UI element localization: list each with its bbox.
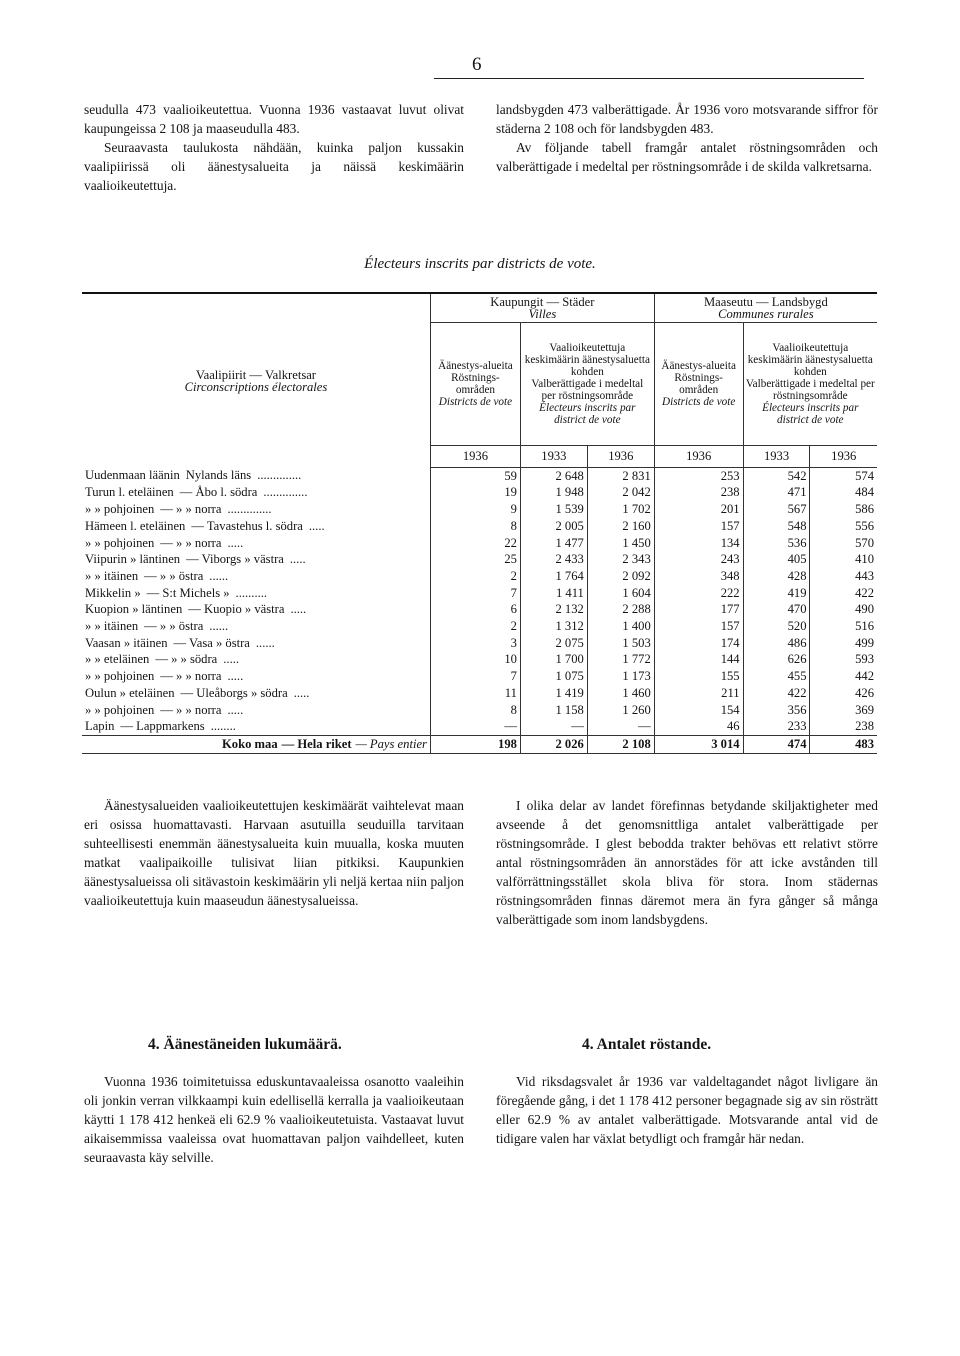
value-cell: 499 — [855, 635, 874, 650]
value-cell: 7 — [430, 668, 520, 685]
value-cell: 567 — [743, 501, 810, 518]
value-cell: 238 — [654, 484, 743, 501]
district-header-fi: Vaalipiirit — Valkretsar — [195, 367, 316, 382]
value-cell: 516 — [855, 619, 874, 634]
total-value-cell: 2 108 — [587, 735, 654, 753]
value-cell: 2 075 — [520, 635, 587, 652]
value-cell: 8 — [430, 702, 520, 719]
value-cell: 1 539 — [520, 501, 587, 518]
value-cell: 486 — [743, 635, 810, 652]
value-cell: 7 — [430, 585, 520, 602]
district-cell — [82, 668, 430, 685]
value-cell: 6 — [430, 601, 520, 618]
district-name-sv: — » » östra — [144, 568, 204, 583]
value-cell: 542 — [743, 467, 810, 484]
district-name-sv: Nylands läns — [185, 468, 252, 483]
leader-dots: ..... — [289, 552, 306, 567]
district-name-fi: » » pohjoinen — [85, 702, 155, 717]
value-cell: 1 075 — [520, 668, 587, 685]
total-label-sv: — Hela riket — [281, 736, 352, 751]
value-cell: 455 — [743, 668, 810, 685]
district-name-sv: — » » norra — [160, 535, 222, 550]
table-row — [82, 618, 877, 635]
district-cell — [82, 467, 430, 484]
total-row — [82, 735, 877, 753]
city-areas-fr: Districts de vote — [438, 396, 513, 408]
value-cell: 626 — [743, 651, 810, 668]
value-cell: 11 — [430, 685, 520, 702]
district-name-sv: — Åbo l. södra — [179, 485, 258, 500]
value-cell: 2 288 — [587, 601, 654, 618]
rural-areas-fi: Äänestys-alueita — [661, 360, 736, 372]
section-heading-sv: 4. Antalet röstande. — [582, 1036, 712, 1053]
rural-areas-sv: Röstnings-områden — [674, 372, 723, 396]
value-cell: 222 — [654, 585, 743, 602]
value-cell: 490 — [855, 602, 874, 617]
city-avg-fi: Vaalioikeutettuja keskimäärin äänestysaluetta kohden — [524, 342, 650, 378]
value-cell: 144 — [654, 651, 743, 668]
value-cell: 177 — [654, 601, 743, 618]
value-cell: 2 343 — [587, 551, 654, 568]
table-row — [82, 668, 877, 685]
value-cell: 1 604 — [587, 585, 654, 602]
district-name-fi: Lapin — [85, 719, 115, 734]
value-cell: — — [587, 718, 654, 735]
value-cell: 471 — [743, 484, 810, 501]
district-name-fi: » » itäinen — [85, 568, 139, 583]
value-cell: 1 450 — [587, 535, 654, 552]
value-cell: 556 — [855, 518, 874, 533]
district-cell — [82, 535, 430, 552]
district-cell — [82, 618, 430, 635]
right-bottom-text — [496, 1072, 878, 1148]
value-cell: 134 — [654, 535, 743, 552]
rural-avg-fr: Électeurs inscrits par district de vote — [762, 402, 859, 426]
leader-dots: .............. — [263, 485, 308, 500]
value-cell: 157 — [654, 518, 743, 535]
total-value-cell: 474 — [743, 735, 810, 753]
value-cell: 2 831 — [587, 467, 654, 484]
value-cell: 211 — [654, 685, 743, 702]
right-bottom-para: Vid riksdagsvalet år 1936 var valdeltagandet något livligare än föregående gång, i det 1 178 412 personer begagnade sig av sin rösträtt eller 62.9 % av antalet valberättigade. Motsvarande antal vid de tidigare valen har växlat betydligt och framgår här nedan. — [496, 1074, 878, 1146]
right-top-para-1: landsbygden 473 valberättigade. År 1936 voro motsvarande siffror för städerna 2 108 och för landsbygden 483. — [496, 102, 878, 136]
table-caption: Électeurs inscrits par districts de vote. — [364, 256, 596, 272]
value-cell: 348 — [654, 568, 743, 585]
city-avg-fr: Électeurs inscrits par district de vote — [539, 402, 636, 426]
city-areas-header — [430, 323, 520, 446]
page-number: 6 — [472, 54, 482, 75]
value-cell: 10 — [430, 651, 520, 668]
value-cell: 574 — [855, 468, 874, 483]
district-name-fi: Mikkelin » — [85, 585, 141, 600]
leader-dots: ..... — [290, 602, 307, 617]
value-cell: 422 — [743, 685, 810, 702]
district-name-sv: — » » norra — [160, 702, 222, 717]
district-name-fi: Vaasan » itäinen — [85, 635, 168, 650]
year-header: 1936 — [810, 446, 877, 468]
district-name-sv: — Lappmarkens — [120, 719, 205, 734]
year-header: 1933 — [520, 446, 587, 468]
right-mid-para: I olika delar av landet förefinnas betydande skiljaktigheter med avseende å det genomsnittliga antalet valberättigade per röstningsområde. I glest bebodda trakter behövas ett relativt större antal röstningsområden än annorstädes för att icke avstånden till valförrättningsstället skola bliva för stora. Inom städernas röstningsområden finnas däremot mera än fyra gånger så många valberättigade som inom landsbygdens. — [496, 798, 878, 927]
value-cell: 1 312 — [520, 618, 587, 635]
value-cell: 1 158 — [520, 702, 587, 719]
rural-group-fr: Communes rurales — [718, 307, 814, 321]
district-name-sv: — » » norra — [160, 669, 222, 684]
value-cell: 428 — [743, 568, 810, 585]
value-cell: 1 503 — [587, 635, 654, 652]
year-header: 1936 — [587, 446, 654, 468]
district-name-sv: — Kuopio » västra — [188, 602, 285, 617]
district-name-fi: » » pohjoinen — [85, 535, 155, 550]
value-cell: 1 477 — [520, 535, 587, 552]
value-cell: 2 005 — [520, 518, 587, 535]
value-cell: 426 — [855, 685, 874, 700]
table-row — [82, 518, 877, 535]
value-cell: 201 — [654, 501, 743, 518]
rural-areas-header — [654, 323, 743, 446]
value-cell: 2 132 — [520, 601, 587, 618]
district-header — [82, 293, 430, 467]
leader-dots: .............. — [227, 502, 272, 517]
value-cell: 155 — [654, 668, 743, 685]
value-cell: 174 — [654, 635, 743, 652]
right-top-para-2: Av följande tabell framgår antalet röstningsområden och valberättigade i medeltal per röstningsområde i de skilda valkretsarna. — [496, 140, 878, 174]
district-cell — [82, 702, 430, 719]
leader-dots: ..... — [223, 652, 240, 667]
table-row — [82, 568, 877, 585]
value-cell: 46 — [654, 718, 743, 735]
value-cell: 593 — [855, 652, 874, 667]
district-name-fi: Hämeen l. eteläinen — [85, 518, 186, 533]
value-cell: 369 — [855, 702, 874, 717]
year-header: 1933 — [743, 446, 810, 468]
value-cell: 243 — [654, 551, 743, 568]
table-row — [82, 651, 877, 668]
value-cell: 443 — [855, 568, 874, 583]
district-cell — [82, 484, 430, 501]
value-cell: 1 260 — [587, 702, 654, 719]
district-cell — [82, 601, 430, 618]
table-row — [82, 635, 877, 652]
value-cell: 2 433 — [520, 551, 587, 568]
leader-dots: ...... — [209, 619, 229, 634]
rural-avg-header — [743, 323, 877, 446]
district-cell — [82, 651, 430, 668]
city-group-fi: Kaupungit — Städer — [490, 295, 595, 309]
value-cell: 2 — [430, 618, 520, 635]
total-value-cell: 483 — [810, 735, 877, 753]
section-heading-fi: 4. Äänestäneiden lukumäärä. — [148, 1036, 342, 1053]
value-cell: 1 948 — [520, 484, 587, 501]
year-header: 1936 — [654, 446, 743, 468]
value-cell: 2 160 — [587, 518, 654, 535]
value-cell: 548 — [743, 518, 810, 535]
district-header-fr: Circonscriptions électorales — [184, 379, 328, 394]
value-cell: 586 — [855, 502, 874, 517]
district-name-sv: — » » östra — [144, 619, 204, 634]
district-name-fi: » » eteläinen — [85, 652, 150, 667]
value-cell: 25 — [430, 551, 520, 568]
value-cell: 1 400 — [587, 618, 654, 635]
rural-group-fi: Maaseutu — Landsbygd — [703, 295, 828, 309]
year-header: 1936 — [430, 446, 520, 468]
rural-avg-fi: Vaalioikeutettuja keskimäärin äänestysaluetta kohden — [747, 342, 873, 378]
left-bottom-text — [84, 1072, 464, 1167]
rural-group-header — [654, 293, 877, 323]
district-name-sv: — Tavastehus l. södra — [191, 518, 303, 533]
total-label-fr: — Pays entier — [355, 736, 427, 751]
district-cell — [82, 568, 430, 585]
right-mid-text — [496, 796, 878, 929]
value-cell: 1 419 — [520, 685, 587, 702]
city-areas-sv: Röstnings-områden — [451, 372, 500, 396]
leader-dots: ..... — [293, 685, 310, 700]
value-cell: 19 — [430, 484, 520, 501]
district-name-sv: — S:t Michels » — [146, 585, 230, 600]
left-top-para-1: seudulla 473 vaalioikeutettua. Vuonna 1936 vastaavat luvut olivat kaupungeissa 2 108 ja maaseudulla 483. — [84, 102, 464, 136]
value-cell: 570 — [855, 535, 874, 550]
table-row — [82, 501, 877, 518]
district-name-sv: — » » norra — [160, 502, 222, 517]
leader-dots: ...... — [209, 568, 229, 583]
value-cell: — — [430, 718, 520, 735]
value-cell: 154 — [654, 702, 743, 719]
value-cell: 9 — [430, 501, 520, 518]
value-cell: 520 — [743, 618, 810, 635]
district-cell — [82, 685, 430, 702]
leader-dots: ..... — [308, 518, 325, 533]
district-name-sv: — Uleåborgs » södra — [180, 685, 288, 700]
city-avg-sv: Valberättigade i medeltal per röstningsområde — [531, 378, 644, 402]
value-cell: 442 — [855, 669, 874, 684]
value-cell: 1 764 — [520, 568, 587, 585]
table-row — [82, 718, 877, 735]
table-row — [82, 685, 877, 702]
table-row — [82, 601, 877, 618]
total-value-cell: 3 014 — [654, 735, 743, 753]
district-name-fi: Viipurin » läntinen — [85, 552, 181, 567]
value-cell: 1 772 — [587, 651, 654, 668]
value-cell: 405 — [743, 551, 810, 568]
value-cell: 8 — [430, 518, 520, 535]
voting-districts-table — [82, 292, 877, 754]
value-cell: 2 648 — [520, 467, 587, 484]
district-name-fi: » » itäinen — [85, 619, 139, 634]
left-top-text — [84, 100, 464, 195]
district-name-fi: » » pohjoinen — [85, 669, 155, 684]
value-cell: 238 — [855, 719, 874, 734]
header-rule — [434, 78, 864, 79]
city-avg-header — [520, 323, 654, 446]
district-cell — [82, 585, 430, 602]
right-top-text — [496, 100, 878, 176]
table-row — [82, 484, 877, 501]
leader-dots: ..... — [227, 535, 244, 550]
value-cell: 22 — [430, 535, 520, 552]
district-name-fi: Uudenmaan läänin — [85, 468, 180, 483]
total-value-cell: 2 026 — [520, 735, 587, 753]
district-name-fi: » » pohjoinen — [85, 502, 155, 517]
table-row — [82, 551, 877, 568]
left-top-para-2: Seuraavasta taulukosta nähdään, kuinka paljon kussakin vaalipiirissä oli äänestysalueita ja näissä keskimäärin vaalioikeutettuja. — [84, 140, 464, 193]
value-cell: 410 — [855, 552, 874, 567]
district-cell — [82, 551, 430, 568]
leader-dots: .............. — [257, 468, 302, 483]
district-name-fi: Kuopion » läntinen — [85, 602, 183, 617]
value-cell: 422 — [855, 585, 874, 600]
district-cell — [82, 635, 430, 652]
rural-avg-sv: Valberättigade i medeltal per röstningsområde — [745, 378, 875, 402]
left-mid-text — [84, 796, 464, 910]
district-name-fi: Turun l. eteläinen — [85, 485, 174, 500]
table-row — [82, 467, 877, 484]
left-bottom-para: Vuonna 1936 toimitetuissa eduskuntavaaleissa osanotto vaaleihin oli jonkin verran vilkkaampi kuin edellisellä kerralla ja vaalioikeutaan käytti 1 178 412 henkeä eli 62.9 % vaalioikeutetuista. Vastaavat luvut aikaisemmissa vaaleissa ovat huomattavan paljon vaihdelleet, kuten seuraavasta käy selville. — [84, 1074, 464, 1165]
value-cell: 3 — [430, 635, 520, 652]
value-cell: 253 — [654, 467, 743, 484]
value-cell: 484 — [855, 485, 874, 500]
value-cell: 2 092 — [587, 568, 654, 585]
value-cell: 2 042 — [587, 484, 654, 501]
total-value-cell: 198 — [430, 735, 520, 753]
table-row — [82, 702, 877, 719]
value-cell: 1 460 — [587, 685, 654, 702]
table-row — [82, 585, 877, 602]
value-cell: 356 — [743, 702, 810, 719]
leader-dots: ...... — [255, 635, 275, 650]
value-cell: 1 702 — [587, 501, 654, 518]
district-name-sv: — Viborgs » västra — [186, 552, 284, 567]
table-body — [82, 467, 877, 753]
city-group-fr: Villes — [528, 307, 557, 321]
leader-dots: ........ — [210, 719, 236, 734]
leader-dots: ..... — [227, 669, 244, 684]
left-mid-para: Äänestysalueiden vaalioikeutettujen keskimäärät vaihtelevat maan eri osissa huomattavasti. Harvaan asutuilla seuduilla tarvitaan suhteellisesti enemmän äänestysalueita kuin muualla, koska muuten matkat vaalipaikoille tulisivat liian pitkiksi. Kaupunkien äänestysalueissa oli sitävastoin keskimäärin yli neljä kertaa niin paljon vaalioikeutettuja kuin maaseudun äänestysalueissa. — [84, 798, 464, 908]
total-label-cell — [82, 735, 430, 753]
total-label-fi: Koko maa — [221, 736, 278, 751]
value-cell: 419 — [743, 585, 810, 602]
district-cell — [82, 501, 430, 518]
value-cell: 1 411 — [520, 585, 587, 602]
value-cell: 1 173 — [587, 668, 654, 685]
value-cell: 233 — [743, 718, 810, 735]
leader-dots: ..... — [227, 702, 244, 717]
value-cell: 470 — [743, 601, 810, 618]
district-name-fi: Oulun » eteläinen — [85, 685, 175, 700]
value-cell: 157 — [654, 618, 743, 635]
rural-areas-fr: Districts de vote — [662, 396, 736, 408]
table-row — [82, 535, 877, 552]
district-name-sv: — » » södra — [155, 652, 218, 667]
value-cell: 1 700 — [520, 651, 587, 668]
city-group-header — [430, 293, 654, 323]
city-areas-fi: Äänestys-alueita — [438, 360, 513, 372]
value-cell: 2 — [430, 568, 520, 585]
value-cell: 536 — [743, 535, 810, 552]
leader-dots: .......... — [235, 585, 268, 600]
value-cell: 59 — [430, 467, 520, 484]
district-cell — [82, 518, 430, 535]
value-cell: — — [520, 718, 587, 735]
district-cell — [82, 718, 430, 735]
district-name-sv: — Vasa » östra — [173, 635, 250, 650]
